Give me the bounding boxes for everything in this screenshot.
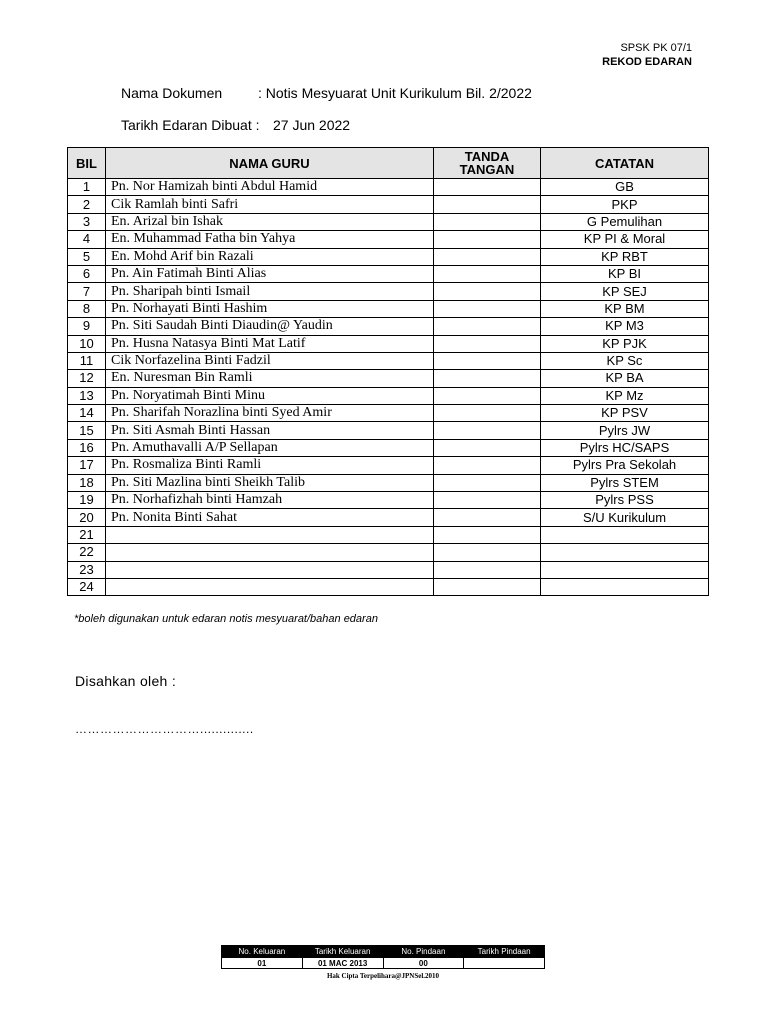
signature-cell <box>434 474 541 491</box>
version-header-cell: Tarikh Pindaan <box>464 946 545 958</box>
note-cell: PKP <box>541 196 709 213</box>
teacher-name: En. Muhammad Fatha bin Yahya <box>106 231 434 248</box>
row-number: 10 <box>68 335 106 352</box>
signature-cell <box>434 492 541 509</box>
note-cell <box>541 526 709 543</box>
version-header-cell: Tarikh Keluaran <box>302 946 383 958</box>
version-header-row <box>222 946 545 958</box>
teacher-name: En. Arizal bin Ishak <box>106 213 434 230</box>
table-row <box>68 492 709 509</box>
signature-cell <box>434 335 541 352</box>
note-cell <box>541 561 709 578</box>
table-row <box>68 335 709 352</box>
teacher-name: Pn. Nor Hamizah binti Abdul Hamid <box>106 179 434 196</box>
table-row <box>68 179 709 196</box>
signature-cell <box>434 196 541 213</box>
table-row <box>68 318 709 335</box>
row-number: 14 <box>68 405 106 422</box>
version-value-cell <box>464 958 545 969</box>
header-teacher-name: NAMA GURU <box>106 148 434 179</box>
table-row <box>68 283 709 300</box>
note-cell: KP RBT <box>541 248 709 265</box>
signature-cell <box>434 370 541 387</box>
signature-cell <box>434 387 541 404</box>
teacher-name: Pn. Noryatimah Binti Minu <box>106 387 434 404</box>
table-row <box>68 248 709 265</box>
note-cell <box>541 544 709 561</box>
teacher-name <box>106 578 434 595</box>
table-row <box>68 370 709 387</box>
teacher-name: Cik Ramlah binti Safri <box>106 196 434 213</box>
signature-cell <box>434 509 541 526</box>
row-number: 22 <box>68 544 106 561</box>
row-number: 19 <box>68 492 106 509</box>
version-value-cell: 01 MAC 2013 <box>302 958 383 969</box>
note-cell: KP Sc <box>541 352 709 369</box>
signature-cell <box>434 231 541 248</box>
version-header-cell: No. Pindaan <box>383 946 464 958</box>
row-number: 17 <box>68 457 106 474</box>
teacher-name <box>106 561 434 578</box>
approved-by-label: Disahkan oleh : <box>75 673 177 689</box>
note-cell: GB <box>541 179 709 196</box>
table-row <box>68 387 709 404</box>
table-row <box>68 544 709 561</box>
note-cell <box>541 578 709 595</box>
row-number: 18 <box>68 474 106 491</box>
row-number: 6 <box>68 265 106 282</box>
footnote: *boleh digunakan untuk edaran notis mesyuarat/bahan edaran <box>74 613 378 625</box>
table-row <box>68 526 709 543</box>
table-header-row <box>68 148 709 179</box>
teacher-name: Pn. Norhafizhah binti Hamzah <box>106 492 434 509</box>
header-no: BIL <box>68 148 106 179</box>
document-date-row <box>121 117 350 133</box>
table-row <box>68 352 709 369</box>
signature-cell <box>434 578 541 595</box>
teacher-name: Pn. Rosmaliza Binti Ramli <box>106 457 434 474</box>
row-number: 7 <box>68 283 106 300</box>
signature-cell <box>434 179 541 196</box>
signature-cell <box>434 526 541 543</box>
row-number: 15 <box>68 422 106 439</box>
signature-cell <box>434 283 541 300</box>
copyright-notice: Hak Cipta Terpelihara@JPNSel.2010 <box>326 972 440 980</box>
teacher-name: Pn. Siti Mazlina binti Sheikh Talib <box>106 474 434 491</box>
table-row <box>68 405 709 422</box>
header-signature-line1: TANDA <box>464 149 510 164</box>
document-name-label: Nama Dokumen <box>121 85 223 101</box>
row-number: 8 <box>68 300 106 317</box>
table-row <box>68 213 709 230</box>
row-number: 23 <box>68 561 106 578</box>
version-value-cell: 00 <box>383 958 464 969</box>
document-name-row <box>121 85 532 101</box>
signature-cell <box>434 544 541 561</box>
note-cell: Pylrs Pra Sekolah <box>541 457 709 474</box>
note-cell: KP Mz <box>541 387 709 404</box>
signature-cell <box>434 213 541 230</box>
version-value-cell: 01 <box>222 958 303 969</box>
table-row <box>68 196 709 213</box>
note-cell: KP BI <box>541 265 709 282</box>
signature-cell <box>434 422 541 439</box>
signature-cell <box>434 561 541 578</box>
row-number: 9 <box>68 318 106 335</box>
note-cell: KP BA <box>541 370 709 387</box>
document-date-value: 27 Jun 2022 <box>273 117 351 133</box>
row-number: 16 <box>68 439 106 456</box>
table-row <box>68 474 709 491</box>
note-cell: S/U Kurikulum <box>541 509 709 526</box>
row-number: 4 <box>68 231 106 248</box>
row-number: 5 <box>68 248 106 265</box>
table-row <box>68 509 709 526</box>
note-cell: Pylrs PSS <box>541 492 709 509</box>
row-number: 13 <box>68 387 106 404</box>
version-header-cell: No. Keluaran <box>222 946 303 958</box>
teacher-name: Pn. Siti Saudah Binti Diaudin@ Yaudin <box>106 318 434 335</box>
note-cell: KP BM <box>541 300 709 317</box>
table-row <box>68 231 709 248</box>
table-body <box>68 179 709 596</box>
signature-cell <box>434 405 541 422</box>
note-cell: KP M3 <box>541 318 709 335</box>
teacher-name: Pn. Norhayati Binti Hashim <box>106 300 434 317</box>
version-value-row <box>222 958 545 969</box>
teacher-name: Pn. Sharipah binti Ismail <box>106 283 434 300</box>
table-row <box>68 578 709 595</box>
teacher-name: En. Mohd Arif bin Razali <box>106 248 434 265</box>
note-cell: KP PSV <box>541 405 709 422</box>
note-cell: Pylrs JW <box>541 422 709 439</box>
note-cell: Pylrs STEM <box>541 474 709 491</box>
note-cell: G Pemulihan <box>541 213 709 230</box>
table-row <box>68 457 709 474</box>
table-row <box>68 561 709 578</box>
teacher-name: Cik Norfazelina Binti Fadzil <box>106 352 434 369</box>
row-number: 21 <box>68 526 106 543</box>
teacher-name: Pn. Ain Fatimah Binti Alias <box>106 265 434 282</box>
teacher-name <box>106 544 434 561</box>
teacher-name <box>106 526 434 543</box>
row-number: 2 <box>68 196 106 213</box>
note-cell: KP PI & Moral <box>541 231 709 248</box>
teacher-name: Pn. Amuthavalli A/P Sellapan <box>106 439 434 456</box>
teacher-name: Pn. Nonita Binti Sahat <box>106 509 434 526</box>
signature-cell <box>434 318 541 335</box>
signature-cell <box>434 248 541 265</box>
form-code: SPSK PK 07/1 <box>620 42 692 54</box>
signature-line: ………………………….............. <box>75 722 254 736</box>
table-row <box>68 300 709 317</box>
document-date-label: Tarikh Edaran Dibuat : <box>121 117 260 133</box>
row-number: 3 <box>68 213 106 230</box>
table-row <box>68 265 709 282</box>
signature-cell <box>434 439 541 456</box>
teacher-name: Pn. Sharifah Norazlina binti Syed Amir <box>106 405 434 422</box>
note-cell: Pylrs HC/SAPS <box>541 439 709 456</box>
header-signature <box>434 148 541 179</box>
table-row <box>68 439 709 456</box>
table-row <box>68 422 709 439</box>
teacher-name: Pn. Siti Asmah Binti Hassan <box>106 422 434 439</box>
signature-cell <box>434 352 541 369</box>
note-cell: KP PJK <box>541 335 709 352</box>
document-name-value: : Notis Mesyuarat Unit Kurikulum Bil. 2/2022 <box>258 85 532 101</box>
signature-cell <box>434 265 541 282</box>
signature-cell <box>434 457 541 474</box>
row-number: 12 <box>68 370 106 387</box>
form-title: REKOD EDARAN <box>602 56 692 68</box>
version-info-table <box>221 945 545 969</box>
header-signature-line2: TANGAN <box>459 162 515 177</box>
circulation-table <box>67 147 709 596</box>
header-note: CATATAN <box>541 148 709 179</box>
signature-cell <box>434 300 541 317</box>
note-cell: KP SEJ <box>541 283 709 300</box>
row-number: 11 <box>68 352 106 369</box>
teacher-name: En. Nuresman Bin Ramli <box>106 370 434 387</box>
row-number: 20 <box>68 509 106 526</box>
row-number: 1 <box>68 179 106 196</box>
row-number: 24 <box>68 578 106 595</box>
teacher-name: Pn. Husna Natasya Binti Mat Latif <box>106 335 434 352</box>
